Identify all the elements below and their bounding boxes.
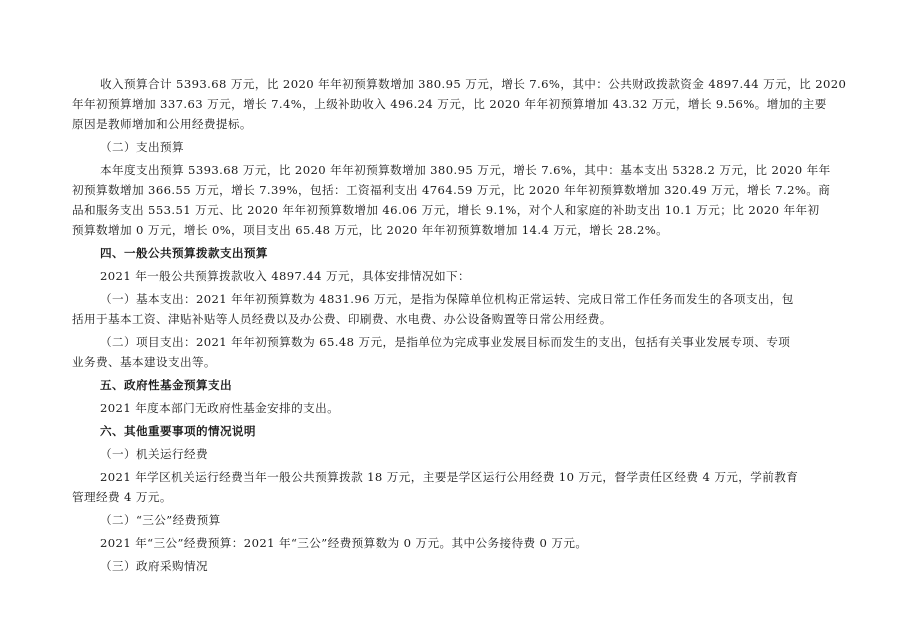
project-expenditure-paragraph [72,332,804,372]
text-line: 2021 年一般公共预算拨款收入 4897.44 万元，具体安排情况如下： [100,269,470,283]
text-line: 2021 年学区机关运行经费当年一般公共预算拨款 18 万元，主要是学区运行公用经费 10 万元，督学责任区经费 4 万元，学前教育 [100,470,799,484]
general-budget-intro-paragraph [100,266,804,286]
section-heading-other-matters [100,421,804,441]
government-fund-paragraph [100,398,804,418]
text-line: （三）政府采购情况 [100,559,208,573]
document-body [72,74,847,579]
text-line: 管理经费 4 万元。 [72,490,172,504]
expenditure-budget-paragraph [72,160,831,240]
heading-text: 五、政府性基金预算支出 [100,378,232,392]
text-line: 年年初预算增加 337.63 万元，增长 7.4%，上级补助收入 496.24 万元，比 2020 年年初预算增加 43.32 万元，增长 9.56%。增加的主要 [72,97,827,111]
text-line: （二）“三公”经费预算 [100,513,221,527]
basic-expenditure-paragraph [72,289,804,329]
text-line: 本年度支出预算 5393.68 万元，比 2020 年年初预算数增加 380.95 万元，增长 7.6%，其中：基本支出 5328.2 万元，比 2020 年年 [100,163,831,177]
text-line: 初预算数增加 366.55 万元，增长 7.39%，包括：工资福利支出 4764.59 万元，比 2020 年年初预算数增加 320.49 万元，增长 7.2%。商 [72,183,831,197]
text-line: 括用于基本工资、津贴补贴等人员经费以及办公费、印刷费、水电费、办公设备购置等日常公用经费。 [72,312,612,326]
text-line: （一）机关运行经费 [100,447,208,461]
text-line: 2021 年度本部门无政府性基金安排的支出。 [100,401,340,415]
text-line: 2021 年“三公”经费预算：2021 年“三公”经费预算数为 0 万元。其中公务接待费 0 万元。 [100,536,588,550]
section-heading-general-budget [100,243,804,263]
text-line: （一）基本支出：2021 年年初预算数为 4831.96 万元，是指为保障单位机构正常运转、完成日常工作任务而发生的各项支出，包 [100,292,794,306]
text-line: （二）支出预算 [100,140,184,154]
operating-expense-paragraph [72,467,804,507]
text-line: 品和服务支出 553.51 万元、比 2020 年年初预算数增加 46.06 万元，增长 9.1%，对个人和家庭的补助支出 10.1 万元；比 2020 年年初 [72,203,820,217]
text-line: （二）项目支出：2021 年年初预算数为 65.48 万元，是指单位为完成事业发展目标而发生的支出，包括有关事业发展专项、专项 [100,335,791,349]
text-line: 原因是教师增加和公用经费提标。 [72,117,252,131]
text-line: 收入预算合计 5393.68 万元，比 2020 年年初预算数增加 380.95 万元，增长 7.6%，其中：公共财政拨款资金 4897.44 万元，比 2020 [100,77,847,91]
heading-text: 六、其他重要事项的情况说明 [100,424,256,438]
heading-text: 四、一般公共预算拨款支出预算 [100,246,268,260]
text-line: 预算数增加 0 万元，增长 0%，项目支出 65.48 万元，比 2020 年年初预算数增加 14.4 万元，增长 28.2%。 [72,223,669,237]
text-line: 业务费、基本建设支出等。 [72,355,216,369]
expenditure-budget-subheading [100,137,804,157]
income-budget-paragraph [72,74,847,134]
procurement-subheading [100,556,804,576]
three-public-expense-subheading [100,510,804,530]
three-public-expense-paragraph [100,533,804,553]
operating-expense-subheading [100,444,804,464]
section-heading-government-fund [100,375,804,395]
